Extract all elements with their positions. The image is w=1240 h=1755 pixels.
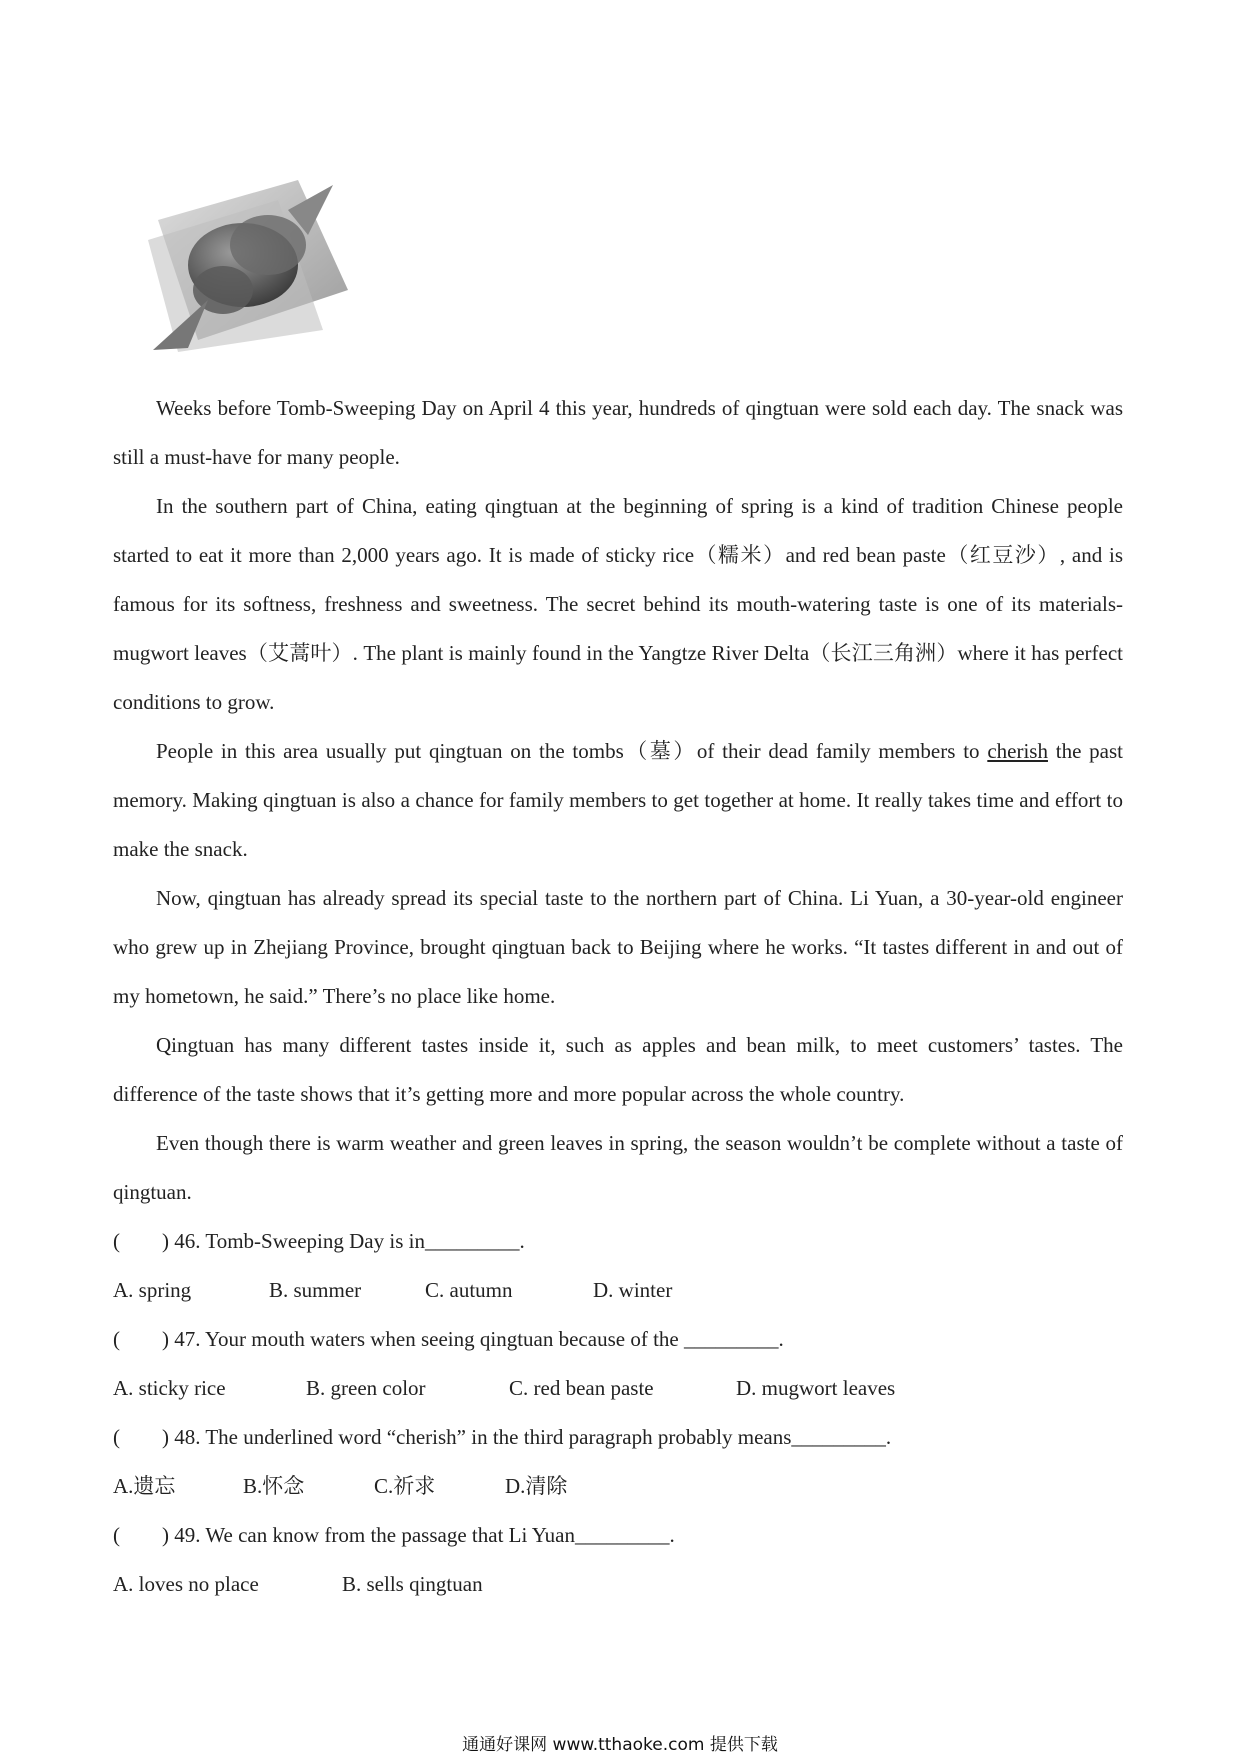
option-c: C. red bean paste [509, 1376, 654, 1400]
question-49-options [113, 1560, 1123, 1609]
option-a: A. spring [113, 1278, 192, 1302]
underlined-word-cherish: cherish [987, 739, 1048, 763]
option-b: B.怀念 [243, 1474, 305, 1498]
option-c: C. autumn [425, 1278, 513, 1302]
paragraph-4: Now, qingtuan has already spread its special taste to the northern part of China. Li Yuan, a 30-year-old engineer who grew up in Zhejiang Province, brought qingtuan back to Beijing where he works. “It tastes different in and out of my hometown, he said.” There’s no place like home. [113, 886, 1123, 1008]
question-48: ( ) 48. The underlined word “cherish” in the third paragraph probably means_________. [113, 1425, 892, 1449]
question-49: ( ) 49. We can know from the passage that Li Yuan_________. [113, 1523, 675, 1547]
option-d: D. winter [593, 1278, 673, 1302]
question-46: ( ) 46. Tomb-Sweeping Day is in_________. [113, 1229, 525, 1253]
paragraph-1: Weeks before Tomb-Sweeping Day on April 4 this year, hundreds of qingtuan were sold each day. The snack was still a must-have for many people. [113, 396, 1123, 469]
option-c: C.祈求 [374, 1474, 436, 1498]
paragraph-3-part-2: the past memory. Making qingtuan is also a chance for family members to get together at home. It really takes time and effort to make the snack. [113, 739, 1124, 861]
question-47: ( ) 47. Your mouth waters when seeing qingtuan because of the _________. [113, 1327, 784, 1351]
qingtuan-photo [148, 180, 358, 355]
option-b: B. sells qingtuan [342, 1572, 483, 1596]
paragraph-6: Even though there is warm weather and green leaves in spring, the season wouldn’t be complete without a taste of qingtuan. [113, 1131, 1123, 1204]
option-b: B. green color [306, 1376, 426, 1400]
option-b: B. summer [269, 1278, 362, 1302]
option-a: A.遗忘 [113, 1474, 176, 1498]
option-a: A. sticky rice [113, 1376, 226, 1400]
question-48-options [113, 1462, 1123, 1511]
option-d: D.清除 [505, 1474, 568, 1498]
question-46-options [113, 1266, 1123, 1315]
option-d: D. mugwort leaves [736, 1376, 896, 1400]
paragraph-3-part-1: People in this area usually put qingtuan on the tombs（墓）of their dead family members to [156, 739, 988, 763]
option-a: A. loves no place [113, 1572, 259, 1596]
question-47-options [113, 1364, 1123, 1413]
footer-source: 通通好课网 www.tthaoke.com 提供下载 [462, 1735, 778, 1755]
passage-and-questions [113, 384, 1123, 1609]
paragraph-3 [113, 727, 1123, 874]
paragraph-5: Qingtuan has many different tastes inside it, such as apples and bean milk, to meet customers’ tastes. The difference of the taste shows that it’s getting more and more popular across the whole country. [113, 1033, 1123, 1106]
paragraph-2: In the southern part of China, eating qingtuan at the beginning of spring is a kind of tradition Chinese people started to eat it more than 2,000 years ago. It is made of sticky rice（糯米）and red bean paste（红豆沙）, and is famous for its softness, freshness and sweetness. The secret behind its mouth-watering taste is one of its materials-mugwort leaves（艾蒿叶）. The plant is mainly found in the Yangtze River Delta（长江三角洲）where it has perfect conditions to grow. [113, 494, 1123, 714]
